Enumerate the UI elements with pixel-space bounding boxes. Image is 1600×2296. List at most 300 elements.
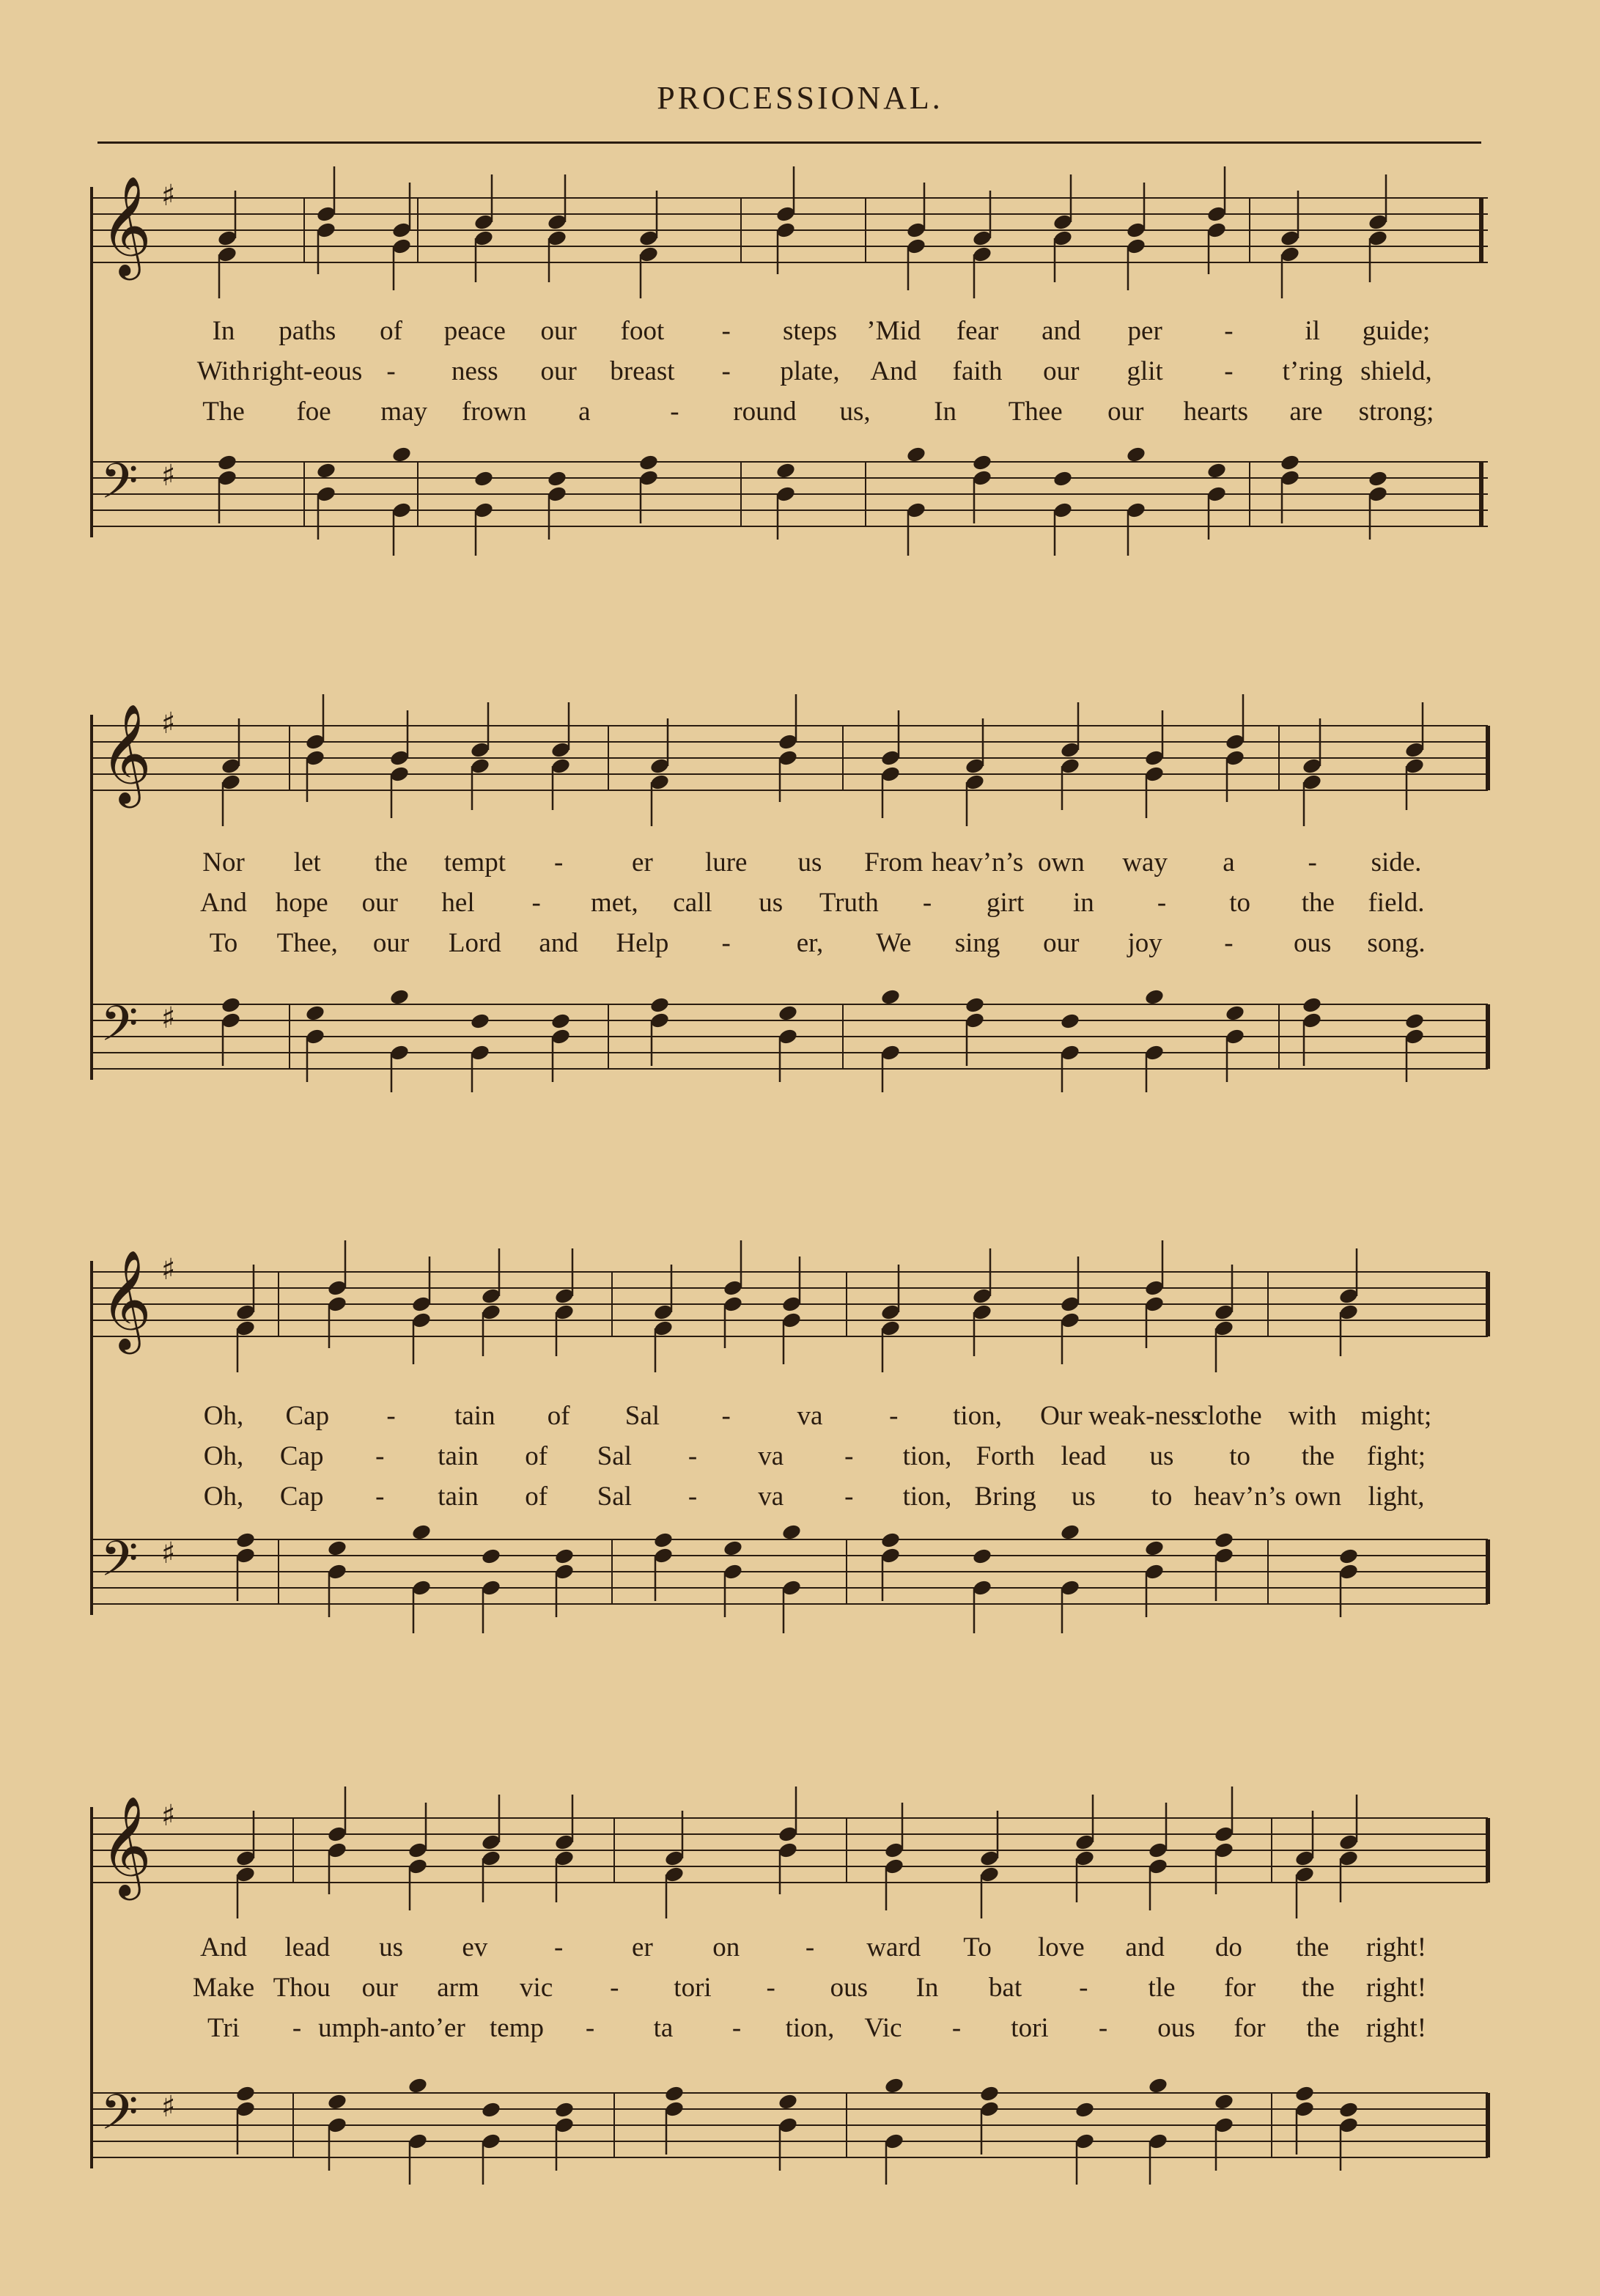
lyric-syllable: the — [1301, 888, 1335, 918]
lyric-syllable: tori — [674, 1973, 712, 2003]
lyric-syllable: Oh, — [203, 1441, 244, 1471]
lyric-syllable: Help — [616, 928, 669, 958]
note-head — [391, 446, 413, 464]
lyric-syllable: weak-ness — [1088, 1401, 1202, 1431]
treble-clef: 𝄞 — [100, 1248, 152, 1350]
lyric-syllable: Cap — [279, 1441, 324, 1471]
lyric-syllable: hope — [275, 888, 328, 918]
treble-chord — [550, 702, 572, 810]
lyric-syllable: sing — [954, 928, 1000, 958]
lyric-syllable: - — [951, 2013, 962, 2043]
lyric-syllable: own — [1294, 1482, 1342, 1512]
key-signature-sharp: ♯ — [161, 1537, 176, 1570]
treble-chord — [481, 1248, 502, 1356]
note-head — [554, 2101, 575, 2119]
lyric-syllable: side. — [1371, 847, 1422, 877]
treble-chord — [1404, 702, 1426, 810]
note-head — [235, 2085, 257, 2103]
lyric-syllable: our — [1107, 397, 1144, 427]
lyric-syllable: round — [733, 397, 797, 427]
bass-chord — [1214, 2093, 1235, 2171]
lyric-syllable: o’er — [421, 2013, 465, 2043]
treble-clef: 𝄞 — [100, 702, 152, 803]
lyric-syllable: per — [1127, 316, 1162, 346]
bass-chord — [775, 462, 797, 540]
lyric-syllable: do — [1214, 1932, 1242, 1962]
bass-chord — [1214, 1531, 1235, 1601]
treble-chord — [1126, 183, 1147, 290]
lyric-syllable: - — [687, 1482, 698, 1512]
lyric-syllable: And — [200, 888, 247, 918]
note-head — [1225, 1004, 1246, 1023]
note-head — [965, 996, 986, 1015]
treble-chord — [1338, 1795, 1360, 1902]
treble-chord — [1074, 1795, 1096, 1902]
lyric-syllable: shield, — [1360, 356, 1432, 386]
lyric-syllable: may — [380, 397, 427, 427]
lyric-syllable: Cap — [285, 1401, 330, 1431]
lyric-syllable: - — [386, 356, 396, 386]
lyric-syllable: - — [766, 1973, 775, 2003]
lyric-syllable: - — [553, 1932, 564, 1962]
note-head — [884, 2077, 905, 2095]
lyric-syllable: With — [196, 356, 251, 386]
note-head — [1148, 2077, 1169, 2095]
lyric-syllable: - — [531, 888, 541, 918]
treble-chord — [638, 191, 660, 298]
bass-clef: 𝄢 — [100, 453, 139, 521]
lyric-syllable: peace — [443, 316, 506, 346]
lyric-syllable: and — [539, 928, 578, 958]
lyric-syllable: - — [721, 928, 731, 958]
lyric-syllable: In — [212, 316, 235, 346]
lyric-syllable: of — [525, 1482, 548, 1512]
lyric-syllable: bat — [989, 1973, 1022, 2003]
treble-chord — [775, 166, 797, 274]
lyric-syllable: The — [202, 397, 245, 427]
lyric-syllable: arm — [437, 1973, 479, 2003]
lyric-syllable: Truth — [819, 888, 879, 918]
bass-chord — [1294, 2085, 1316, 2155]
lyric-syllable: To — [209, 928, 238, 958]
lyric-syllable: tori — [1011, 2013, 1049, 2043]
lyric-syllable: foe — [296, 397, 331, 427]
note-head — [1404, 1012, 1426, 1031]
lyric-syllable: us — [1149, 1441, 1174, 1471]
lyric-syllable: From — [864, 847, 923, 877]
note-head — [1060, 1012, 1081, 1031]
note-head — [1206, 462, 1228, 480]
lyric-syllable: t’ring — [1282, 356, 1343, 386]
bass-chord — [649, 996, 671, 1066]
lyric-syllable: to — [1229, 888, 1251, 918]
treble-chord — [470, 702, 491, 810]
lyric-syllable: ta — [653, 2013, 674, 2043]
bass-chord — [305, 1004, 326, 1082]
lyric-syllable: are — [1289, 397, 1323, 427]
lyric-syllable: strong; — [1358, 397, 1434, 427]
note-head — [1294, 2085, 1316, 2103]
lyric-syllable: - — [1079, 1973, 1088, 2003]
bass-chord — [653, 1531, 674, 1601]
lyric-syllable: - — [731, 2013, 742, 2043]
note-head — [550, 1012, 572, 1031]
lyric-syllable: lead — [284, 1932, 331, 1962]
lyric-syllable: tain — [454, 1401, 495, 1431]
bass-chord — [327, 1539, 348, 1617]
bass-chord — [217, 454, 238, 523]
treble-chord — [473, 174, 495, 282]
note-head — [1052, 470, 1074, 488]
lyric-syllable: faith — [952, 356, 1003, 386]
lyric-syllable: own — [1037, 847, 1085, 877]
lyric-syllable: on — [712, 1932, 740, 1962]
note-head — [411, 1523, 432, 1542]
bass-chord — [638, 454, 660, 523]
lyric-syllable: our — [1043, 356, 1080, 386]
note-head — [1302, 996, 1323, 1015]
treble-chord — [481, 1795, 502, 1902]
lyric-syllable: - — [721, 316, 731, 346]
treble-chord — [1206, 166, 1228, 274]
treble-chord — [1338, 1248, 1360, 1356]
note-head — [1144, 1539, 1165, 1558]
music-system-4 — [0, 1774, 1600, 2185]
lyric-syllable: light, — [1368, 1482, 1425, 1512]
lyric-syllable: tion, — [953, 1401, 1002, 1431]
lyric-syllable: for — [1234, 2013, 1266, 2043]
treble-chord — [778, 694, 799, 802]
treble-chord — [1225, 694, 1246, 802]
lyric-syllable: va — [797, 1401, 823, 1431]
lyric-syllable: tain — [438, 1482, 479, 1512]
treble-chord — [649, 718, 671, 826]
lyric-syllable: call — [673, 888, 712, 918]
lyric-syllable: - — [1157, 888, 1167, 918]
treble-chord — [1060, 702, 1081, 810]
lyric-syllable: ward — [866, 1932, 921, 1962]
treble-chord — [554, 1795, 575, 1902]
treble-chord — [1302, 718, 1323, 826]
key-signature-sharp: ♯ — [161, 1799, 176, 1833]
lyric-syllable: - — [375, 1482, 385, 1512]
lyric-syllable: our — [372, 928, 410, 958]
lyric-syllable: Oh, — [203, 1401, 244, 1431]
treble-clef: 𝄞 — [100, 174, 152, 276]
lyric-syllable: Tri — [207, 2013, 240, 2043]
note-head — [1214, 1531, 1235, 1550]
lyric-syllable: We — [876, 928, 912, 958]
lyric-syllable: vic — [520, 1973, 553, 2003]
lyric-syllable: ev — [462, 1932, 488, 1962]
lyric-syllable: steps — [783, 316, 837, 346]
lyric-syllable: clothe — [1195, 1401, 1262, 1431]
treble-chord — [778, 1787, 799, 1894]
note-head — [547, 470, 568, 488]
treble-chord — [1280, 191, 1301, 298]
lyric-syllable: Oh, — [203, 1482, 244, 1512]
lyric-syllable: a — [1223, 847, 1235, 877]
lyric-syllable: the — [1301, 1441, 1335, 1471]
lyric-syllable: and — [1042, 316, 1081, 346]
treble-chord — [554, 1248, 575, 1356]
bass-chord — [1074, 2101, 1096, 2185]
treble-chord — [235, 1811, 257, 1918]
bass-chord — [1144, 988, 1165, 1092]
lyric-syllable: foot — [620, 316, 665, 346]
lyric-syllable: fear — [956, 316, 999, 346]
lyric-syllable: us — [797, 847, 822, 877]
lyric-syllable: frown — [462, 397, 527, 427]
bass-chord — [965, 996, 986, 1066]
lyric-syllable: love — [1037, 1932, 1085, 1962]
note-head — [481, 1548, 502, 1566]
note-head — [723, 1539, 744, 1558]
lyric-syllable: us — [759, 888, 784, 918]
lyric-syllable: il — [1305, 316, 1320, 346]
treble-chord — [391, 183, 413, 290]
lyric-syllable: fight; — [1366, 1441, 1426, 1471]
bass-chord — [1338, 1548, 1360, 1617]
lyric-syllable: Our — [1040, 1401, 1083, 1431]
bass-chord — [473, 470, 495, 556]
note-head — [880, 988, 902, 1007]
lyric-syllable: ous — [830, 1973, 869, 2003]
lyric-syllable: a — [578, 397, 591, 427]
lyric-syllable: us — [1071, 1482, 1096, 1512]
bass-chord — [235, 1531, 257, 1601]
lyric-syllable: with — [1288, 1401, 1337, 1431]
lyric-syllable: heav’n’s — [1193, 1482, 1286, 1512]
lyric-syllable: field. — [1368, 888, 1425, 918]
lyric-syllable: tempt — [443, 847, 506, 877]
lyric-syllable: - — [805, 1932, 815, 1962]
lyric-syllable: girt — [986, 888, 1025, 918]
lyric-syllable: our — [540, 316, 577, 346]
bass-chord — [1225, 1004, 1246, 1082]
lyric-syllable: ’Mid — [866, 316, 921, 346]
lyric-syllable: us — [379, 1932, 404, 1962]
lyric-syllable: paths — [279, 316, 336, 346]
key-signature-sharp: ♯ — [161, 1001, 176, 1035]
lyric-syllable: - — [889, 1401, 899, 1431]
note-head — [473, 470, 495, 488]
lyric-syllable: tion, — [902, 1441, 952, 1471]
note-head — [775, 462, 797, 480]
lyric-syllable: might; — [1360, 1401, 1432, 1431]
page-title: PROCESSIONAL. — [657, 80, 943, 116]
lyric-syllable: - — [1224, 928, 1234, 958]
lyric-syllable: er — [632, 1932, 653, 1962]
treble-chord — [880, 1265, 902, 1372]
treble-chord — [979, 1811, 1000, 1918]
lyric-syllable: hearts — [1183, 397, 1249, 427]
lyric-syllable: to — [1229, 1441, 1251, 1471]
note-head — [979, 2085, 1000, 2103]
lyric-syllable: - — [1224, 356, 1234, 386]
bass-chord — [235, 2085, 257, 2155]
lyric-syllable: - — [1098, 2013, 1108, 2043]
bass-chord — [972, 454, 993, 523]
bass-chord — [554, 2101, 575, 2171]
lyric-syllable: Lord — [448, 928, 501, 958]
lyric-syllable: umph-ant — [318, 2013, 422, 2043]
bass-chord — [389, 988, 410, 1092]
lyric-syllable: - — [844, 1441, 854, 1471]
lyric-syllable: - — [610, 1973, 619, 2003]
note-head — [906, 446, 927, 464]
lyric-syllable: right-eous — [252, 356, 363, 386]
lyric-syllable: er, — [796, 928, 824, 958]
treble-chord — [1144, 710, 1165, 818]
treble-chord — [1144, 1240, 1165, 1348]
bass-chord — [481, 1548, 502, 1633]
bass-chord — [664, 2085, 685, 2155]
bass-chord — [316, 462, 337, 540]
bass-chord — [1060, 1012, 1081, 1092]
lyric-syllable: - — [292, 2013, 302, 2043]
note-head — [778, 1004, 799, 1023]
treble-chord — [664, 1811, 685, 1918]
note-head — [1280, 454, 1301, 472]
bass-chord — [1206, 462, 1228, 540]
lyric-syllable: right! — [1365, 2013, 1427, 2043]
note-head — [1368, 470, 1389, 488]
note-head — [1074, 2101, 1096, 2119]
lyric-syllable: Forth — [976, 1441, 1035, 1471]
treble-chord — [781, 1256, 803, 1364]
lyric-syllable: ous — [1294, 928, 1332, 958]
bass-chord — [778, 1004, 799, 1082]
lyric-syllable: to — [1151, 1482, 1173, 1512]
note-head — [972, 1548, 993, 1566]
lyric-syllable: ness — [451, 356, 498, 386]
lyric-syllable: way — [1122, 847, 1168, 877]
bass-clef: 𝄢 — [100, 996, 139, 1064]
note-head — [235, 1531, 257, 1550]
lyric-syllable: er — [632, 847, 653, 877]
note-head — [327, 1539, 348, 1558]
note-head — [1060, 1523, 1081, 1542]
bass-chord — [972, 1548, 993, 1633]
lyric-syllable: Bring — [974, 1482, 1036, 1512]
lyric-syllable: - — [721, 1401, 731, 1431]
bass-chord — [221, 996, 242, 1066]
note-head — [880, 1531, 902, 1550]
note-head — [389, 988, 410, 1007]
bass-clef: 𝄢 — [100, 2084, 139, 2152]
lyric-syllable: And — [870, 356, 918, 386]
treble-chord — [906, 183, 927, 290]
treble-chord — [972, 1248, 993, 1356]
staff-group-3 — [0, 1232, 1600, 1642]
lyric-syllable: - — [375, 1441, 385, 1471]
lyric-syllable: heav’n’s — [931, 847, 1024, 877]
note-head — [664, 2085, 685, 2103]
lyric-syllable: tain — [438, 1441, 479, 1471]
lyric-syllable: Make — [192, 1973, 255, 2003]
lyric-syllable: Thou — [273, 1973, 331, 2003]
bass-chord — [554, 1548, 575, 1617]
bass-chord — [481, 2101, 502, 2185]
title-rule — [97, 141, 1481, 144]
treble-chord — [316, 166, 337, 274]
note-head — [1338, 2101, 1360, 2119]
bass-chord — [550, 1012, 572, 1082]
lyric-syllable: Sal — [597, 1441, 632, 1471]
lyric-syllable: plate, — [780, 356, 840, 386]
bass-chord — [547, 470, 568, 540]
music-system-2 — [0, 682, 1600, 1092]
lyric-syllable: our — [361, 1973, 398, 2003]
lyric-syllable: right! — [1365, 1932, 1427, 1962]
lyric-syllable: ous — [1157, 2013, 1195, 2043]
lyric-syllable: the — [374, 847, 408, 877]
bass-chord — [1280, 454, 1301, 523]
bass-chord — [1368, 470, 1389, 540]
note-head — [316, 462, 337, 480]
bass-chord — [470, 1012, 491, 1092]
lyric-syllable: of — [547, 1401, 570, 1431]
bass-chord — [723, 1539, 744, 1617]
lyric-syllable: for — [1224, 1973, 1256, 2003]
lyric-syllable: va — [758, 1482, 784, 1512]
music-system-1 — [0, 154, 1600, 564]
lyric-syllable: song. — [1367, 928, 1426, 958]
lyric-syllable: Nor — [202, 847, 245, 877]
note-head — [1144, 988, 1165, 1007]
note-head — [221, 996, 242, 1015]
bass-chord — [1404, 1012, 1426, 1082]
lyric-syllable: tion, — [785, 2013, 835, 2043]
lyric-syllable: - — [386, 1401, 396, 1431]
bass-chord — [1052, 470, 1074, 556]
treble-chord — [1052, 174, 1074, 282]
lyric-syllable: tle — [1148, 1973, 1176, 2003]
lyric-syllable: temp — [490, 2013, 544, 2043]
bass-chord — [778, 2093, 799, 2171]
lyric-syllable: our — [540, 356, 577, 386]
lyric-syllable: Cap — [279, 1482, 324, 1512]
key-signature-sharp: ♯ — [161, 179, 176, 213]
bass-chord — [880, 988, 902, 1092]
treble-chord — [411, 1256, 432, 1364]
lyric-syllable: lure — [704, 847, 748, 877]
lyric-syllable: of — [380, 316, 402, 346]
treble-chord — [305, 694, 326, 802]
lyric-syllable: breast — [610, 356, 675, 386]
treble-chord — [884, 1803, 905, 1910]
lyric-syllable: In — [915, 1973, 939, 2003]
key-signature-sharp: ♯ — [161, 1253, 176, 1287]
note-head — [1126, 446, 1147, 464]
lyric-syllable: - — [721, 356, 731, 386]
lyric-syllable: our — [1043, 928, 1080, 958]
note-head — [781, 1523, 803, 1542]
lyric-syllable: and — [1125, 1932, 1165, 1962]
treble-chord — [723, 1240, 744, 1348]
key-signature-sharp: ♯ — [161, 707, 176, 740]
key-signature-sharp: ♯ — [161, 2090, 176, 2124]
lyric-syllable: - — [922, 888, 932, 918]
treble-chord — [408, 1803, 429, 1910]
lyric-syllable: in — [1072, 888, 1094, 918]
treble-chord — [1148, 1803, 1169, 1910]
lyric-syllable: Sal — [624, 1401, 660, 1431]
lyric-syllable: hel — [441, 888, 475, 918]
music-system-3 — [0, 1232, 1600, 1642]
treble-chord — [1294, 1811, 1316, 1918]
